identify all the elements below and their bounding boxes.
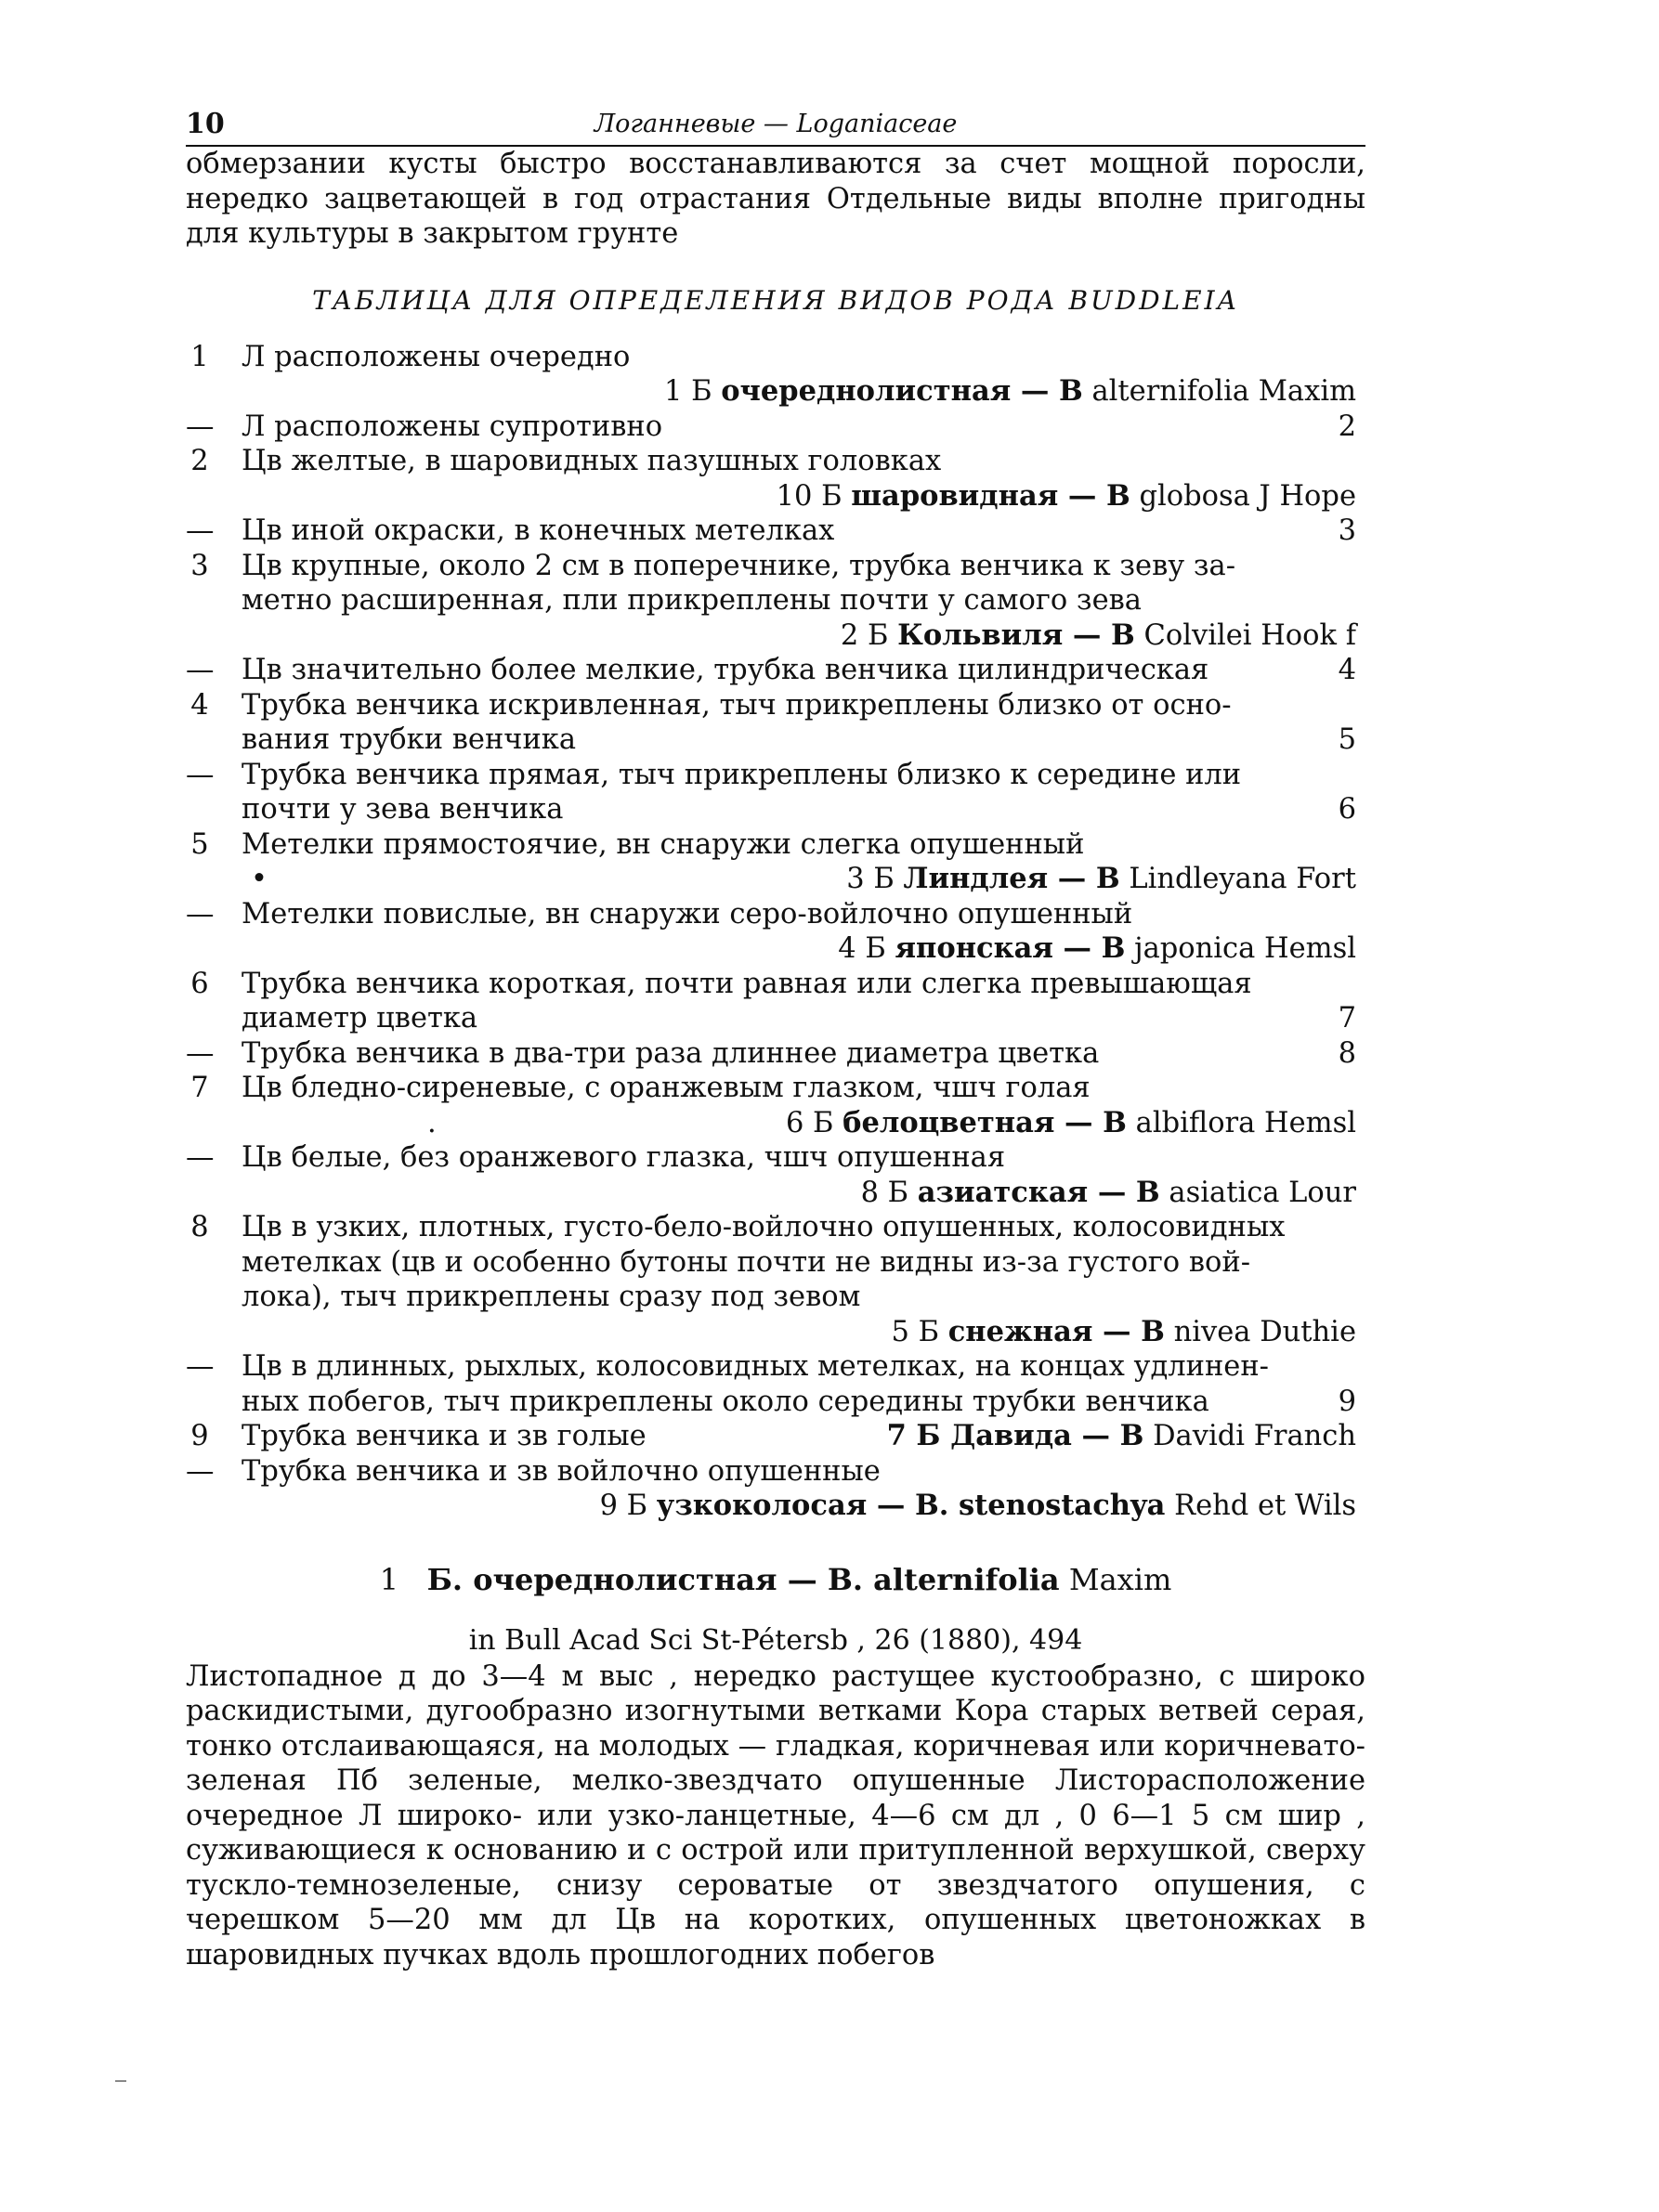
key-text: Цв бледно-сиреневые, с оранжевым глазком, чшч голая: [242, 1072, 1091, 1104]
key-line: [186, 1349, 1365, 1385]
key-lead-number: —: [186, 758, 215, 791]
key-line: [186, 1210, 1365, 1245]
species-name: Б. очереднолистная — B. alternifolia: [426, 1561, 1060, 1597]
key-line: [186, 1454, 1365, 1490]
key-lead-number: —: [186, 1036, 215, 1070]
key-result-name: азиатская — В: [917, 1175, 1160, 1209]
key-line: [186, 653, 1365, 688]
key-text: Трубка венчика прямая, тыч прикреплены близко к середине или: [242, 758, 1242, 791]
key-line: [186, 549, 1365, 584]
key-result-name: Кольвиля — В: [897, 618, 1135, 652]
key-text: Трубка венчика короткая, почти равная или слегка превышающая: [242, 967, 1252, 1000]
key-text: Л расположены супротивно: [242, 410, 663, 443]
key-text: Цв в узких, плотных, густо-бело-войлочно опушенных, колосовидных: [242, 1211, 1286, 1243]
key-result-part: 10 Б: [776, 479, 852, 513]
key-line: [186, 688, 1365, 723]
key-line: [186, 1245, 1365, 1281]
key-result-name: узкоколосая — B. stenostachya: [656, 1489, 1166, 1522]
key-text: Трубка венчика искривленная, тыч прикреплены близко от осно-: [242, 688, 1232, 722]
key-line: [186, 827, 1365, 863]
key-lead-number: 1: [190, 340, 209, 373]
key-line: [186, 410, 1365, 445]
key-result-part: asiatica Lour: [1159, 1176, 1356, 1209]
key-line: [186, 1385, 1365, 1420]
key-line: [186, 862, 1365, 897]
key-result-part: Colvilei Hook f: [1134, 618, 1356, 652]
key-dot: •: [251, 863, 268, 895]
key-lead-number: —: [186, 1141, 215, 1174]
key-result-name: шаровидная — В: [851, 478, 1130, 513]
key-line: [186, 374, 1365, 410]
key-result: [777, 479, 1356, 514]
key-text: Трубка венчика и зв голые: [242, 1420, 647, 1452]
key-result: [664, 374, 1356, 410]
key-text: вания трубки венчика: [242, 723, 577, 756]
key-lead-number: —: [186, 654, 215, 686]
key-result: [841, 618, 1356, 654]
key-text: Метелки повислые, вн снаружи серо-войлочно опушенный: [242, 897, 1133, 930]
key-text: метелках (цв и особенно бутоны почти не видны из-за густого вой-: [242, 1245, 1251, 1279]
key-result-name: Линдлея — В: [903, 862, 1120, 895]
key-result-part: globosa J Hope: [1130, 479, 1356, 513]
key-line: [186, 1280, 1365, 1315]
key-lead-number: —: [186, 1454, 215, 1488]
citation: in Bull Acad Sci St-Pétersb , 26 (1880), 494: [468, 1623, 1083, 1657]
key-lead-number: 2: [190, 445, 209, 477]
key-text: Цв белые, без оранжевого глазка, чшч опушенная: [242, 1141, 1006, 1174]
key-lead-number: —: [186, 897, 215, 930]
key-next-step: 8: [1338, 1036, 1356, 1070]
page-header: [186, 102, 1365, 147]
key-lead-number: —: [186, 514, 215, 547]
intro-paragraph: обмерзании кусты быстро восстанавливаются за счет мощной поросли, нередко зацветающей в год отрастания Отдельные виды вполне пригодны для культуры в закрытом грунте: [186, 148, 1365, 250]
key-line: [186, 479, 1365, 514]
key-result-part: alternifolia Maxim: [1082, 375, 1356, 408]
key-text: Трубка венчика в два-три раза длиннее диаметра цветка: [242, 1036, 1100, 1070]
key-result: [838, 931, 1356, 967]
species-heading: [186, 1561, 1365, 1598]
key-line: [186, 1140, 1365, 1176]
key-result: [861, 1176, 1356, 1211]
key-result-part: 6 Б: [785, 1106, 843, 1139]
key-lead-number: 5: [190, 827, 209, 861]
key-result-part: 5 Б: [891, 1315, 948, 1348]
key-result-part: Rehd et Wils: [1165, 1490, 1356, 1522]
key-line: [186, 792, 1365, 827]
key-lead-number: 7: [190, 1072, 209, 1104]
margin-mark: [115, 2080, 126, 2082]
key-lead-number: 9: [190, 1420, 209, 1452]
key-result-name: снежная — В: [947, 1314, 1165, 1348]
key-title: ТАБЛИЦА ДЛЯ ОПРЕДЕЛЕНИЯ ВИДОВ РОДА BUDDLEIA: [312, 284, 1239, 316]
key-result: [887, 1419, 1356, 1454]
key-text: Цв иной окраски, в конечных метелках: [242, 514, 835, 547]
key-line: [186, 1489, 1365, 1524]
key-result-part: 3 Б: [846, 863, 904, 895]
key-next-step: 2: [1338, 410, 1356, 443]
key-next-step: 3: [1338, 514, 1356, 547]
key-result: [846, 862, 1356, 897]
key-text: Цв значительно более мелкие, трубка венчика цилиндрическая: [242, 654, 1209, 686]
key-result-part: 1 Б: [664, 375, 722, 408]
species-number: 1: [379, 1561, 399, 1597]
key-text: Метелки прямостоячие, вн снаружи слегка опушенный: [242, 827, 1085, 861]
key-result-part: nivea Duthie: [1164, 1315, 1356, 1348]
key-result-name: японская — В: [895, 931, 1126, 965]
page-number: 10: [186, 108, 225, 140]
key-text: Л расположены очередно: [242, 340, 631, 373]
running-title: Логанневые — Loganiaceae: [594, 110, 958, 138]
key-line: [186, 583, 1365, 618]
key-result-part: Lindleyana Fort: [1119, 863, 1356, 895]
key-text: Цв желтые, в шаровидных пазушных головках: [242, 445, 942, 477]
key-result: [891, 1315, 1356, 1350]
key-text: лока), тыч прикреплены сразу под зевом: [242, 1281, 861, 1313]
key-result-part: Davidi Franch: [1143, 1420, 1356, 1452]
key-text: метно расширенная, пли прикреплены почти у самого зева: [242, 584, 1142, 617]
key-line: [186, 444, 1365, 479]
key-result-name: очереднолистная — В: [721, 374, 1083, 408]
key-text: диаметр цветка: [242, 1002, 478, 1034]
key-text: Цв крупные, около 2 см в поперечнике, трубка венчика к зеву за-: [242, 549, 1236, 582]
key-line: [186, 1106, 1365, 1141]
key-line: [186, 1315, 1365, 1350]
key-text: Цв в длинных, рыхлых, колосовидных метелках, на концах удлинен-: [242, 1350, 1269, 1383]
key-next-step: 5: [1338, 723, 1356, 756]
key-result-part: 2 Б: [840, 618, 898, 652]
key-next-step: 9: [1338, 1385, 1356, 1418]
key-result-name: белоцветная — В: [843, 1105, 1127, 1139]
key-next-step: 6: [1338, 793, 1356, 826]
key-lead-number: 6: [190, 967, 209, 1000]
key-dot: .: [427, 1106, 437, 1139]
key-line: [186, 1176, 1365, 1211]
key-lead-number: 4: [190, 688, 209, 722]
key-line: [186, 758, 1365, 793]
key-lead-number: —: [186, 410, 215, 443]
key-next-step: 4: [1338, 654, 1356, 686]
key-line: [186, 1419, 1365, 1454]
key-text: Трубка венчика и зв войлочно опушенные: [242, 1454, 881, 1488]
key-line: [186, 618, 1365, 654]
page: [186, 102, 1365, 1972]
key-line: [186, 931, 1365, 967]
key-line: [186, 1036, 1365, 1072]
identification-key: [186, 340, 1365, 1524]
description-paragraph: Листопадное д до 3—4 м выс , нередко растущее кустообразно, с широко раскидистыми, дугообразно изогнутыми ветками Кора старых ветвей серая, тонко отслаивающаяся, на молодых — гладкая, коричневая или коричневато-зеленая Пб зеленые, мелко-звездчато опушенные Листорасположение очередное Л широко- или узко-ланцетные, 4—6 см дл , 0 6—1 5 см шир , суживающиеся к основанию и с острой или притупленной верхушкой, сверху тускло-темнозеленые, снизу сероватые от звездчатого опушения, с черешком 5—20 мм дл Цв на коротких, опушенных цветоножках в шаровидных пучках вдоль прошлогодних побегов: [186, 1659, 1365, 1971]
key-lead-number: 3: [190, 549, 209, 582]
key-line: [186, 514, 1365, 549]
key-line: [186, 967, 1365, 1002]
key-result-part: japonica Hemsl: [1125, 932, 1356, 965]
species-author: Maxim: [1068, 1561, 1172, 1597]
key-result-part: 4 Б: [838, 932, 895, 965]
key-result-part: 8 Б: [860, 1176, 918, 1209]
key-line: [186, 722, 1365, 758]
key-result-part: 9 Б: [599, 1490, 657, 1522]
key-result: [786, 1106, 1356, 1141]
key-result-part: albiflora Hemsl: [1126, 1106, 1356, 1139]
key-lead-number: —: [186, 1350, 215, 1383]
key-result: [600, 1489, 1356, 1524]
key-result-name: 7 Б Давида — В: [886, 1419, 1144, 1452]
key-text: ных побегов, тыч прикреплены около середины трубки венчика: [242, 1385, 1209, 1418]
key-line: [186, 897, 1365, 932]
key-text: почти у зева венчика: [242, 793, 564, 826]
key-line: [186, 1001, 1365, 1036]
key-line: [186, 1071, 1365, 1106]
key-lead-number: 8: [190, 1211, 209, 1243]
key-line: [186, 340, 1365, 375]
key-next-step: 7: [1338, 1002, 1356, 1034]
